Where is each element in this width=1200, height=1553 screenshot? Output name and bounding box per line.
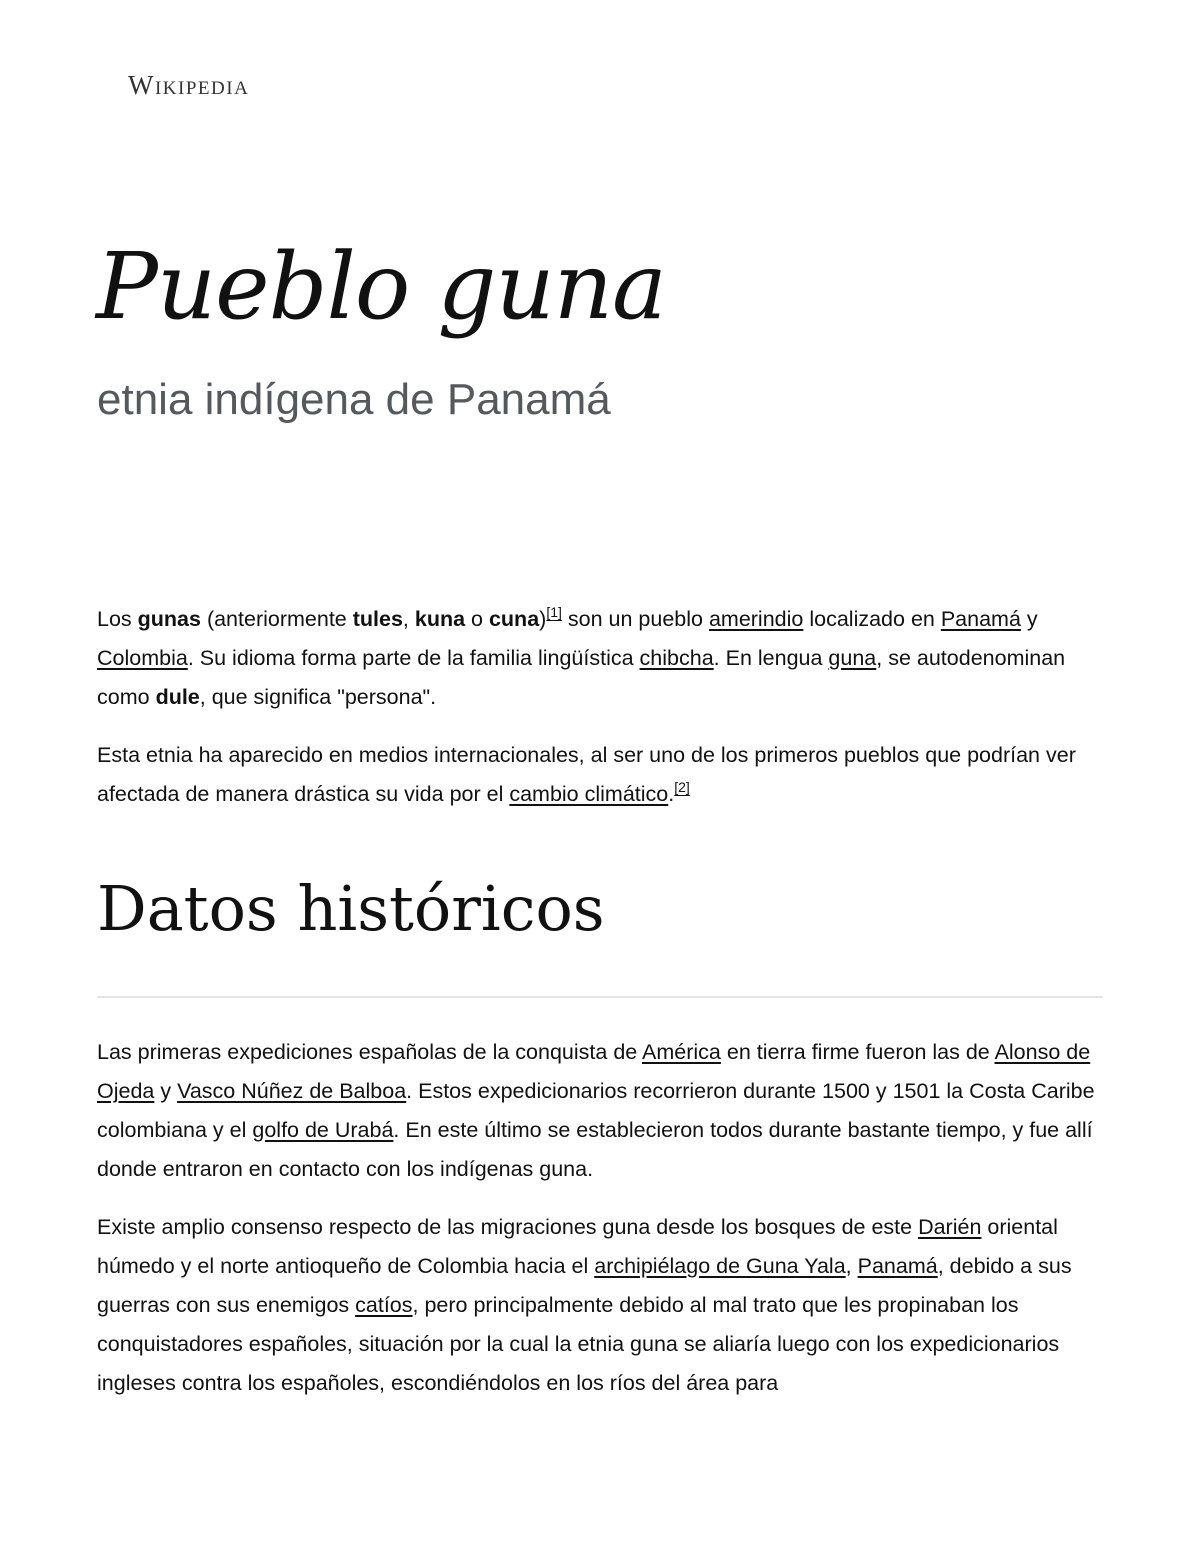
link-vasco-nunez-de-balboa[interactable]: Vasco Núñez de Balboa [177, 1079, 407, 1103]
section-heading: Datos históricos [97, 872, 605, 945]
link-golfo-de-uraba[interactable]: golfo de Urabá [252, 1118, 394, 1142]
section-paragraph-2 [97, 1208, 1105, 1403]
text: , se autodenominan como [97, 646, 1066, 709]
intro-section [97, 600, 1105, 833]
link-panama-2[interactable]: Panamá [857, 1254, 938, 1278]
page-subtitle: etnia indígena de Panamá [97, 375, 611, 424]
text: y [1020, 607, 1038, 631]
intro-paragraph-1 [97, 600, 1105, 717]
text: , [845, 1254, 858, 1278]
citation-link-1[interactable]: [1] [546, 604, 562, 620]
intro-paragraph-2 [97, 736, 1105, 814]
text: y [154, 1079, 178, 1103]
historical-section [97, 1033, 1105, 1422]
text: (anteriormente [200, 607, 353, 631]
bold-term: dule [155, 685, 200, 709]
wikipedia-logo[interactable]: Wikipedia [128, 70, 250, 100]
link-panama[interactable]: Panamá [940, 607, 1021, 631]
text: oriental húmedo y el norte antioqueño de Colombia hacia el [97, 1215, 1058, 1278]
text: ) [539, 607, 547, 631]
text: . En este último se establecieron todos durante bastante tiempo, y fue allí donde entraron en contacto con los indígenas guna. [97, 1118, 1093, 1181]
link-catios[interactable]: catíos [355, 1293, 413, 1317]
text: Las primeras expediciones españolas de la conquista de [97, 1040, 643, 1064]
section-paragraph-1 [97, 1033, 1105, 1189]
text: son un pueblo [561, 607, 709, 631]
text: o [465, 607, 489, 631]
link-amerindio[interactable]: amerindio [708, 607, 804, 631]
text: Los [97, 607, 138, 631]
text: Esta etnia ha aparecido en medios internacionales, al ser uno de los primeros pueblos que podrían ver afectada de manera drástica su vida por el [97, 743, 1076, 806]
bold-term: kuna [414, 607, 466, 631]
link-colombia[interactable]: Colombia [97, 646, 188, 670]
link-chibcha[interactable]: chibcha [639, 646, 714, 670]
text: , [402, 607, 415, 631]
citation-2 [674, 779, 690, 795]
link-cambio-climatico[interactable]: cambio climático [509, 782, 669, 806]
text: , debido a sus guerras con sus enemigos [97, 1254, 1072, 1317]
text: localizado en [803, 607, 941, 631]
link-guna-yala[interactable]: archipiélago de Guna Yala [594, 1254, 846, 1278]
link-america[interactable]: América [642, 1040, 721, 1064]
link-alonso-de-ojeda[interactable]: Alonso de Ojeda [97, 1040, 1091, 1103]
text: . [668, 782, 675, 806]
text: Existe amplio consenso respecto de las migraciones guna desde los bosques de este [97, 1215, 919, 1239]
citation-1 [546, 604, 562, 620]
link-darien[interactable]: Darién [918, 1215, 982, 1239]
text: en tierra firme fueron las de [720, 1040, 995, 1064]
bold-term: tules [352, 607, 403, 631]
link-guna[interactable]: guna [828, 646, 877, 670]
text: . Estos expedicionarios recorrieron durante 1500 y 1501 la Costa Caribe colombiana y el [97, 1079, 1095, 1142]
page-title: Pueblo guna [96, 233, 666, 340]
text: , pero principalmente debido al mal trato que les propinaban los conquistadores españoles, situación por la cual la etnia guna se aliaría luego con los expedicionarios ingleses contra los españoles, escondiéndolos en los ríos del área para [97, 1293, 1060, 1395]
citation-link-2[interactable]: [2] [674, 779, 690, 795]
text: , que significa "persona". [199, 685, 437, 709]
bold-term: gunas [137, 607, 201, 631]
section-divider [97, 996, 1103, 998]
text: . Su idioma forma parte de la familia lingüística [187, 646, 640, 670]
text: . En lengua [713, 646, 829, 670]
bold-term: cuna [488, 607, 540, 631]
